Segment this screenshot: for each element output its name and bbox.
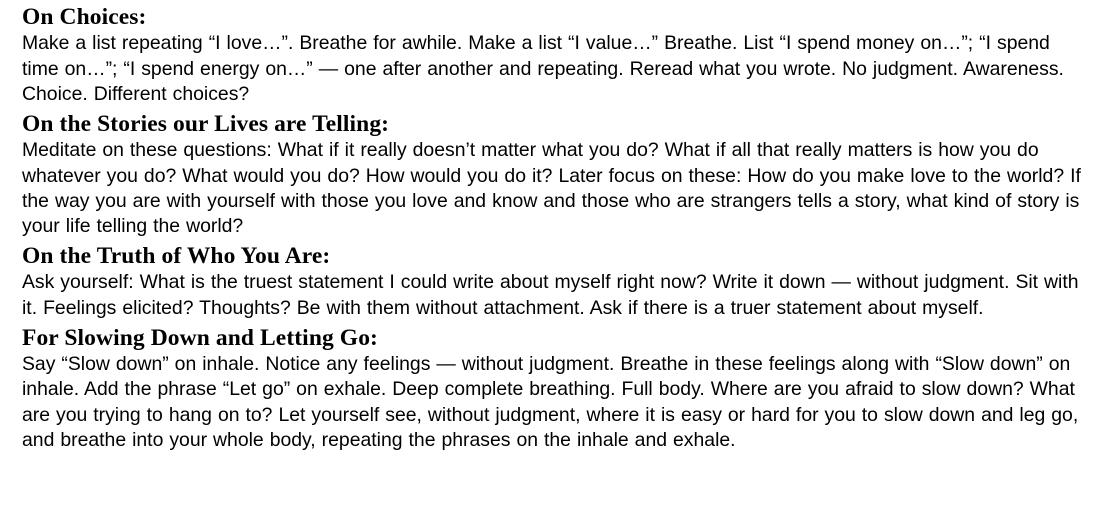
section-for-slowing-down-and-letting-go: [22, 325, 1082, 453]
section-heading: On the Stories our Lives are Telling:: [22, 110, 390, 137]
section-body: Meditate on these questions: What if it really doesn’t matter what you do? What if all that really matters is how you do whatever you do? What would you do? How would you do it? Later focus on these: How do you make love to the world? If the way you are with yourself with those you love and know and those who are strangers tells a story, what kind of story is your life telling the world?: [22, 139, 1081, 237]
section-on-the-truth-of-who-you-are: [22, 243, 1082, 321]
section-body: Make a list repeating “I love…”. Breathe for awhile. Make a list “I value…” Breathe. List “I spend money on…”; “I spend time on…”; “I spend energy on…” — one after another and repeating. Reread what you wrote. No judgment. Awareness. Choice. Different choices?: [22, 32, 1064, 105]
section-on-the-stories-our-lives-are-telling: [22, 111, 1082, 239]
section-on-choices: [22, 4, 1082, 107]
section-body: Ask yourself: What is the truest statement I could write about myself right now? Write it down — without judgment. Sit with it. Feelings elicited? Thoughts? Be with them without attachment. Ask if there is a truer statement about myself.: [22, 271, 1079, 319]
section-heading: On the Truth of Who You Are:: [22, 243, 331, 270]
section-heading: On Choices:: [22, 4, 147, 30]
section-body: Say “Slow down” on inhale. Notice any feelings — without judgment. Breathe in these feelings along with “Slow down” on inhale. Add the phrase “Let go” on exhale. Deep complete breathing. Full body. Where are you afraid to slow down? What are you trying to hang on to? Let yourself see, without judgment, where it is easy or hard for you to slow down and leg go, and breathe into your whole body, repeating the phrases on the inhale and exhale.: [22, 353, 1079, 451]
section-heading: For Slowing Down and Letting Go:: [22, 324, 378, 351]
